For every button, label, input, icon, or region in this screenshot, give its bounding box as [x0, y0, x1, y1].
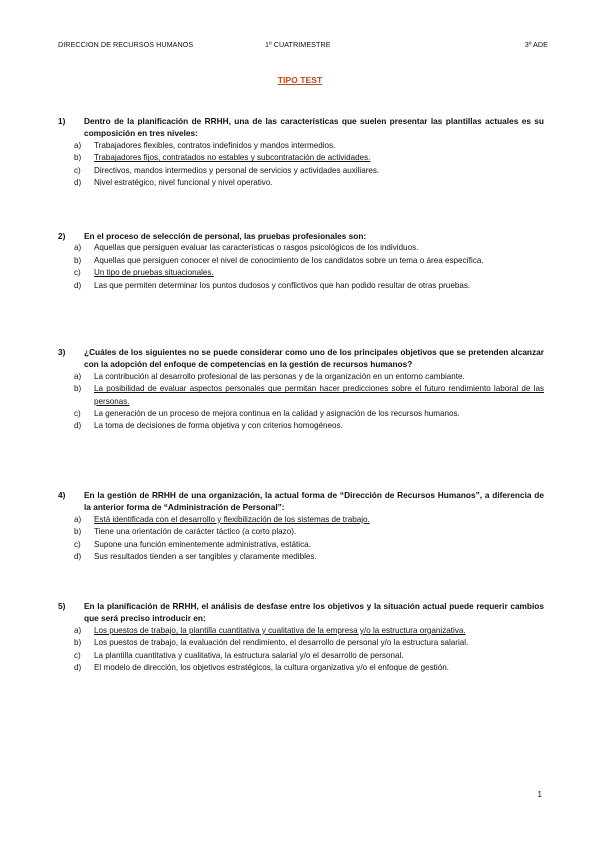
option-a — [58, 514, 544, 526]
option-text: Tiene una orientación de carácter táctico (a corto plazo). — [94, 527, 297, 537]
question-text: En la planificación de RRHH, el análisis de desfase entre los objetivos y la situación actual puede requerir cambios que será preciso introducir en: — [84, 601, 544, 624]
option-c — [58, 539, 544, 551]
option-letter: d) — [74, 421, 82, 431]
option-a — [58, 242, 544, 254]
question-text: En el proceso de selección de personal, las pruebas profesionales son: — [84, 231, 367, 241]
question-text: Dentro de la planificación de RRHH, una de las características que suelen presentar las plantillas actuales es su composición en tres niveles: — [84, 116, 544, 139]
option-text-correct: Los puestos de trabajo, la plantilla cuantitativa y cualitativa de la empresa y/o la estructura organizativa. — [94, 625, 466, 635]
question-3 — [58, 346, 544, 433]
page-header — [58, 40, 548, 52]
option-letter: b) — [74, 384, 82, 394]
header-term: 1º CUATRIMESTRE — [265, 40, 331, 49]
option-text: La plantilla cuantitativa y cualitativa, la estructura salarial y/o el desarrollo de personal. — [94, 650, 404, 660]
option-text: La generación de un proceso de mejora continua en la calidad y asignación de los recursos humanos. — [94, 409, 460, 419]
question-number: 1) — [58, 116, 66, 126]
option-b — [58, 255, 544, 267]
option-letter: a) — [74, 243, 82, 253]
option-text: La toma de decisiones de forma objetiva y con criterios homogéneos. — [94, 421, 343, 431]
option-c — [58, 408, 544, 420]
option-b — [58, 152, 544, 164]
option-letter: d) — [74, 178, 82, 188]
header-subject: DIRECCION DE RECURSOS HUMANOS — [58, 40, 194, 49]
option-letter: c) — [74, 539, 81, 549]
option-d — [58, 177, 544, 189]
option-text: El modelo de dirección, los objetivos estratégicos, la cultura organizativa y/o el enfoque de gestión. — [94, 663, 449, 673]
option-text: Los puestos de trabajo, la evaluación del rendimiento, el desarrollo de personal y/o la estructura salarial. — [94, 638, 469, 648]
option-text-correct: Está identificada con el desarrollo y flexibilización de los sistemas de trabajo. — [94, 514, 370, 524]
question-header — [58, 230, 544, 242]
option-d — [58, 280, 544, 292]
option-text: La contribución al desarrollo profesional de las personas y de la organización en un entorno cambiante. — [94, 371, 465, 381]
option-b — [58, 526, 544, 538]
option-text: Directivos, mandos intermedios y personal de servicios y actividades auxiliares. — [94, 165, 380, 175]
option-text: Las que permiten determinar los puntos dudosos y conflictivos que han podido resultar de otras pruebas. — [94, 280, 471, 290]
option-letter: b) — [74, 527, 82, 537]
option-letter: c) — [74, 268, 81, 278]
question-number: 3) — [58, 347, 66, 357]
page-number: 1 — [537, 790, 542, 799]
option-d — [58, 420, 544, 432]
option-text: Aquellas que persiguen conocer el nivel de conocimiento de los candidatos sobre un tema o área específica. — [94, 255, 484, 265]
option-letter: b) — [74, 255, 82, 265]
option-d — [58, 551, 544, 563]
option-letter: d) — [74, 280, 82, 290]
option-letter: c) — [74, 650, 81, 660]
option-letter: c) — [74, 409, 81, 419]
option-text: Aquellas que persiguen evaluar las características o rasgos psicológicos de los individuos. — [94, 243, 419, 253]
option-letter: d) — [74, 663, 82, 673]
option-d — [58, 662, 544, 674]
option-b — [58, 383, 544, 408]
option-text: Sus resultados tienden a ser tangibles y claramente medibles. — [94, 552, 317, 562]
option-letter: a) — [74, 371, 82, 381]
question-header — [58, 346, 544, 371]
option-text: Supone una función eminentemente administrativa, estática. — [94, 539, 311, 549]
option-letter: a) — [74, 140, 82, 150]
option-letter: b) — [74, 638, 82, 648]
option-c — [58, 650, 544, 662]
question-text: En la gestión de RRHH de una organización, la actual forma de “Dirección de Recursos Humanos”, a diferencia de la anterior forma de “Administración de Personal”: — [84, 490, 544, 513]
option-b — [58, 637, 544, 649]
question-text: ¿Cuáles de los siguientes no se puede considerar como uno de los principales objetivos que se pretenden alcanzar con la adopción del enfoque de competencias en la gestión de recursos humanos? — [84, 347, 544, 370]
option-letter: c) — [74, 165, 81, 175]
question-number: 4) — [58, 490, 66, 500]
question-1 — [58, 115, 544, 189]
question-5 — [58, 600, 544, 674]
option-letter: a) — [74, 514, 82, 524]
option-text-correct: Trabajadores fijos, contratados no estables y subcontratación de actividades. — [94, 153, 371, 163]
question-4 — [58, 489, 544, 563]
option-text: Trabajadores flexibles, contratos indefinidos y mandos intermedios. — [94, 140, 336, 150]
option-a — [58, 371, 544, 383]
option-text-correct: La posibilidad de evaluar aspectos personales que permitan hacer predicciones sobre el futuro rendimiento laboral de las personas. — [94, 384, 544, 406]
option-a — [58, 625, 544, 637]
option-letter: d) — [74, 552, 82, 562]
option-c — [58, 267, 544, 279]
question-header — [58, 489, 544, 514]
option-text-correct: Un tipo de pruebas situacionales. — [94, 268, 214, 278]
option-letter: b) — [74, 153, 82, 163]
option-letter: a) — [74, 625, 82, 635]
question-2 — [58, 230, 544, 292]
question-header — [58, 115, 544, 140]
page-title: TIPO TEST — [277, 75, 323, 85]
question-number: 5) — [58, 601, 66, 611]
header-course: 3º ADE — [524, 40, 548, 49]
question-header — [58, 600, 544, 625]
option-c — [58, 165, 544, 177]
question-number: 2) — [58, 231, 66, 241]
option-text: Nivel estratégico, nivel funcional y nivel operativo. — [94, 178, 273, 188]
option-a — [58, 140, 544, 152]
